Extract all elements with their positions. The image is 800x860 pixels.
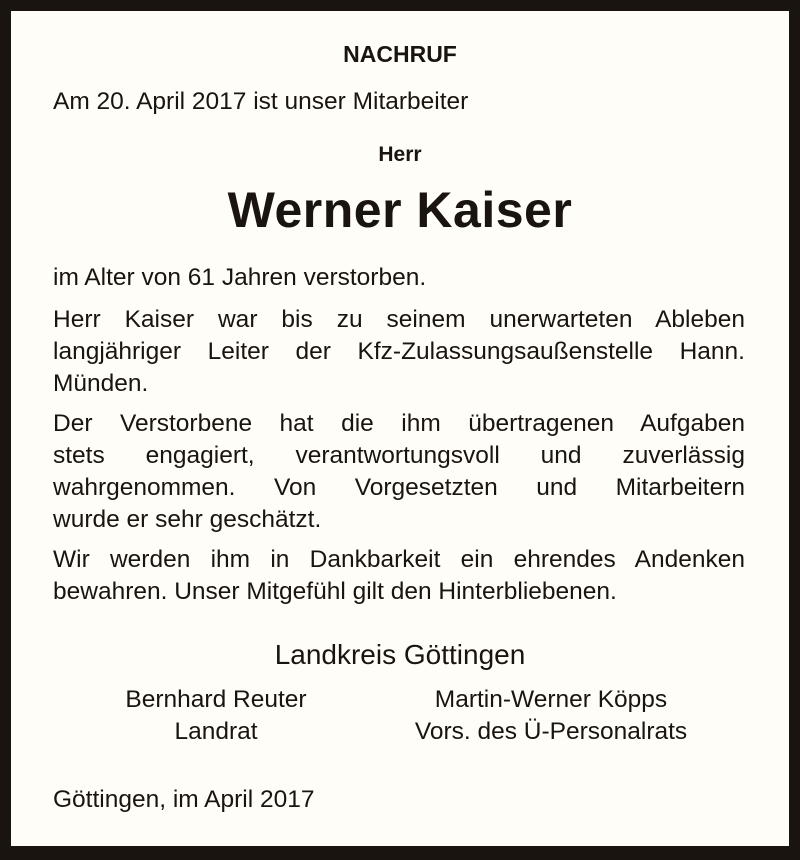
intro-text: Am 20. April 2017 ist unser Mitarbeiter xyxy=(53,88,469,115)
paragraph-line: langjähriger Leiter der Kfz-Zulassungsaußenstelle Hann. xyxy=(53,338,745,365)
signer-title: Vors. des Ü-Personalrats xyxy=(414,718,688,745)
paragraph-line: stets engagiert, verantwortungsvoll und zuverlässig xyxy=(53,442,745,469)
place-date: Göttingen, im April 2017 xyxy=(53,786,315,813)
paragraph-line: wurde er sehr geschätzt. xyxy=(53,506,322,533)
signer-landrat xyxy=(71,684,361,748)
paragraph-condolence xyxy=(53,544,745,608)
paragraph-line: wahrgenommen. Von Vorgesetzten und Mitarbeitern xyxy=(53,474,745,501)
honorific: Herr xyxy=(378,143,422,166)
paragraph-line: Münden. xyxy=(53,370,149,397)
signer-name: Martin-Werner Köpps xyxy=(434,686,668,713)
paragraph-line: Herr Kaiser war bis zu seinem unerwarteten Ableben xyxy=(53,306,745,333)
paragraph-line: Wir werden ihm in Dankbarkeit ein ehrendes Andenken xyxy=(53,546,745,573)
signer-personalrat xyxy=(361,684,741,748)
deceased-name: Werner Kaiser xyxy=(227,182,573,238)
notice-heading: NACHRUF xyxy=(343,41,457,67)
obituary-notice xyxy=(11,11,789,846)
paragraph-career xyxy=(53,304,745,400)
paragraph-line: Der Verstorbene hat die ihm übertragenen Aufgaben xyxy=(53,410,745,437)
signer-name: Bernhard Reuter xyxy=(125,686,307,713)
paragraph-tribute xyxy=(53,408,745,536)
age-line: im Alter von 61 Jahren verstorben. xyxy=(53,264,427,291)
paragraph-line: bewahren. Unser Mitgefühl gilt den Hinterbliebenen. xyxy=(53,578,617,605)
signer-title: Landrat xyxy=(174,718,258,745)
organization-name: Landkreis Göttingen xyxy=(274,639,526,670)
